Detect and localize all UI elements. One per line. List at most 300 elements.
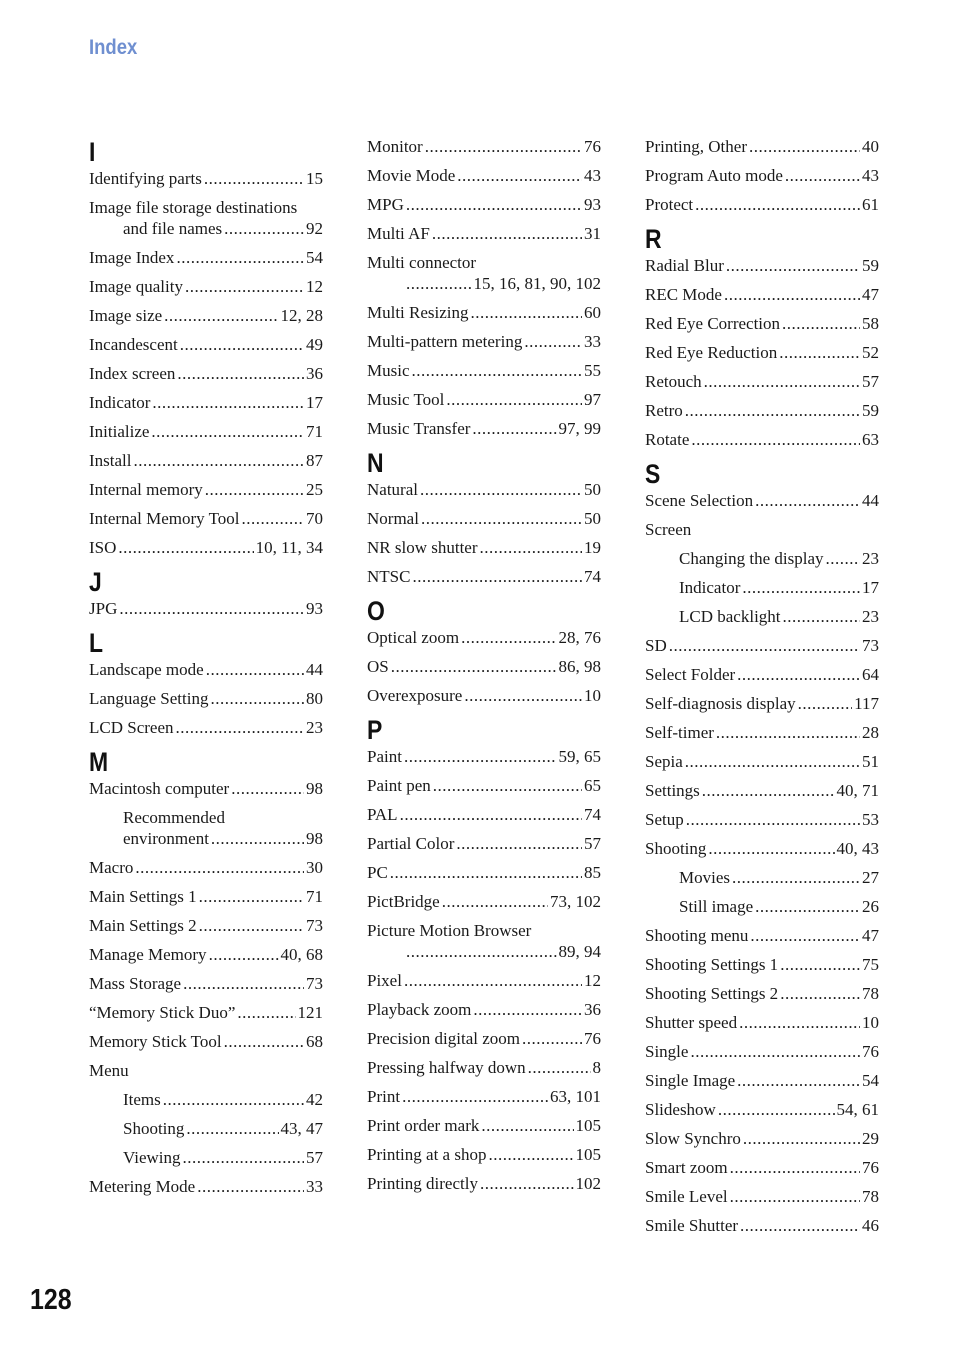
- entry-term: Playback zoom: [367, 1000, 472, 1019]
- index-entry: [367, 1057, 601, 1078]
- entry-pages: 10: [584, 686, 601, 705]
- leader-dots: [152, 392, 304, 413]
- entry-term: JPG: [89, 599, 118, 618]
- leader-dots: [183, 1147, 304, 1168]
- entry-pages: 117: [854, 694, 879, 713]
- entry-line: [367, 252, 601, 273]
- index-column-2: [367, 136, 601, 1202]
- entry-pages: 12: [306, 277, 323, 296]
- index-entry: [89, 305, 323, 326]
- entry-line: [645, 194, 879, 215]
- entry-line: [89, 1060, 323, 1081]
- entry-line: [645, 1070, 879, 1091]
- entry-term: Movie Mode: [367, 166, 456, 185]
- index-entry: [645, 751, 879, 772]
- leader-dots: [742, 577, 860, 598]
- index-entry: [89, 537, 323, 558]
- index-entry: [645, 1157, 879, 1178]
- leader-dots: [457, 165, 582, 186]
- entry-line: [367, 302, 601, 323]
- entry-line: [367, 1086, 601, 1107]
- entry-pages: 54, 61: [836, 1100, 879, 1119]
- leader-dots: [391, 656, 557, 677]
- index-entry: [645, 1215, 879, 1236]
- entry-pages: 23: [862, 549, 879, 568]
- entry-line: [645, 313, 879, 334]
- entry-pages: 33: [306, 1177, 323, 1196]
- entry-pages: 53: [862, 810, 879, 829]
- leader-dots: [412, 360, 583, 381]
- entry-line: [89, 479, 323, 500]
- entry-term: Radial Blur: [645, 256, 724, 275]
- entry-line: [89, 276, 323, 297]
- entry-term: Indicator: [89, 393, 151, 412]
- entry-term: Image file storage destinations: [89, 198, 298, 217]
- entry-line: [367, 775, 601, 796]
- entry-pages: 40, 43: [836, 839, 879, 858]
- leader-dots: [224, 1031, 304, 1052]
- index-entry: [367, 537, 601, 558]
- index-entry: [645, 635, 879, 656]
- leader-dots: [726, 255, 860, 276]
- index-section: [89, 566, 323, 619]
- leader-dots: [432, 223, 582, 244]
- index-entry: [89, 276, 323, 297]
- entry-term: Optical zoom: [367, 628, 460, 647]
- entry-pages: 73: [862, 636, 879, 655]
- leader-dots: [783, 606, 860, 627]
- index-entry: [367, 331, 601, 352]
- entry-pages: 73: [306, 916, 323, 935]
- entry-term-continued: and file names: [123, 219, 223, 238]
- entry-line: [645, 635, 879, 656]
- leader-dots: [704, 371, 860, 392]
- leader-dots: [730, 1157, 860, 1178]
- index-entry: [89, 1118, 323, 1139]
- entry-line: [89, 915, 323, 936]
- leader-dots: [718, 1099, 835, 1120]
- entry-term: ISO: [89, 538, 117, 557]
- entry-term: Internal memory: [89, 480, 203, 499]
- entry-pages: 10, 11, 34: [255, 538, 323, 557]
- entry-term: Items: [123, 1090, 161, 1109]
- entry-pages: 97: [584, 390, 601, 409]
- leader-dots: [404, 970, 582, 991]
- leader-dots: [183, 973, 304, 994]
- index-section: [89, 627, 323, 738]
- index-entry: [367, 804, 601, 825]
- leader-dots: [400, 804, 582, 825]
- entry-line: [367, 418, 601, 439]
- index-entry: [367, 970, 601, 991]
- leader-dots: [433, 775, 582, 796]
- entry-line: [367, 970, 601, 991]
- entry-pages: 105: [575, 1145, 601, 1164]
- index-entry: [89, 168, 323, 189]
- entry-pages: 63: [862, 430, 879, 449]
- entry-term: Slideshow: [645, 1100, 716, 1119]
- index-entry: [89, 421, 323, 442]
- section-letter: P: [367, 715, 383, 745]
- leader-dots: [737, 1070, 860, 1091]
- entry-pages: 23: [862, 607, 879, 626]
- entry-line: [645, 255, 879, 276]
- entry-term: Index screen: [89, 364, 176, 383]
- entry-pages: 86, 98: [558, 657, 601, 676]
- entry-pages: 59, 65: [558, 747, 601, 766]
- entry-pages: 87: [306, 451, 323, 470]
- entry-pages: 36: [584, 1000, 601, 1019]
- entry-term: Macintosh computer: [89, 779, 230, 798]
- leader-dots: [686, 809, 860, 830]
- entry-line: [645, 1186, 879, 1207]
- entry-line: [367, 223, 601, 244]
- entry-term: OS: [367, 657, 389, 676]
- entry-line: [645, 136, 879, 157]
- leader-dots: [119, 598, 304, 619]
- leader-dots: [204, 168, 304, 189]
- entry-term: PictBridge: [367, 892, 440, 911]
- entry-pages: 71: [306, 887, 323, 906]
- entry-line: [367, 331, 601, 352]
- index-entry: [89, 1176, 323, 1197]
- entry-pages: 15: [306, 169, 323, 188]
- index-entry: [645, 255, 879, 276]
- entry-line: [645, 400, 879, 421]
- entry-term: Retouch: [645, 372, 702, 391]
- entry-line: [89, 334, 323, 355]
- leader-dots: [780, 954, 860, 975]
- index-entry: [645, 194, 879, 215]
- entry-line: [645, 1128, 879, 1149]
- entry-pages: 58: [862, 314, 879, 333]
- leader-dots: [211, 828, 304, 849]
- entry-pages: 30: [306, 858, 323, 877]
- index-entry: [89, 508, 323, 529]
- index-entry: [367, 775, 601, 796]
- entry-pages: 61: [862, 195, 879, 214]
- index-entry: [89, 973, 323, 994]
- entry-term: Manage Memory: [89, 945, 207, 964]
- entry-line: [645, 342, 879, 363]
- leader-dots: [669, 635, 860, 656]
- entry-term: Language Setting: [89, 689, 209, 708]
- entry-pages: 40: [862, 137, 879, 156]
- leader-dots: [528, 1057, 591, 1078]
- index-entry: [367, 165, 601, 186]
- leader-dots: [691, 429, 860, 450]
- entry-pages: 49: [306, 335, 323, 354]
- leader-dots: [695, 194, 860, 215]
- entry-term: Screen: [645, 520, 692, 539]
- entry-line: [645, 809, 879, 830]
- leader-dots: [755, 490, 860, 511]
- entry-line: [367, 1173, 601, 1194]
- entry-line: [645, 838, 879, 859]
- entry-term: Red Eye Correction: [645, 314, 781, 333]
- entry-line: [89, 247, 323, 268]
- leader-dots: [134, 450, 305, 471]
- entry-term: Paint pen: [367, 776, 431, 795]
- entry-line: [645, 429, 879, 450]
- entry-line: [645, 490, 879, 511]
- leader-dots: [779, 342, 860, 363]
- leader-dots: [740, 1215, 860, 1236]
- index-section: [645, 458, 879, 1236]
- entry-term: Changing the display: [679, 549, 824, 568]
- index-entry: [645, 954, 879, 975]
- leader-dots: [464, 685, 582, 706]
- entry-line: [645, 867, 879, 888]
- section-letter: S: [645, 459, 661, 489]
- entry-pages: 46: [862, 1216, 879, 1235]
- entry-pages: 43: [862, 166, 879, 185]
- leader-dots: [199, 886, 304, 907]
- entry-pages: 57: [584, 834, 601, 853]
- entry-pages: 54: [862, 1071, 879, 1090]
- entry-term: Normal: [367, 509, 419, 528]
- entry-pages: 47: [862, 926, 879, 945]
- index-entry: [367, 1173, 601, 1194]
- leader-dots: [406, 194, 582, 215]
- entry-pages: 42: [306, 1090, 323, 1109]
- index-entry: [89, 363, 323, 384]
- entry-pages: 19: [584, 538, 601, 557]
- entry-term: Multi AF: [367, 224, 430, 243]
- entry-pages: 74: [584, 805, 601, 824]
- leader-dots: [206, 659, 304, 680]
- entry-term: Settings: [645, 781, 700, 800]
- entry-line: [89, 973, 323, 994]
- index-entry: [89, 392, 323, 413]
- entry-pages: 28, 76: [558, 628, 601, 647]
- entry-pages: 89, 94: [558, 942, 601, 961]
- entry-term: Shooting: [123, 1119, 185, 1138]
- entry-pages: 8: [592, 1058, 601, 1077]
- leader-dots: [825, 548, 860, 569]
- index-entry: [645, 664, 879, 685]
- entry-pages: 102: [575, 1174, 601, 1193]
- entry-term: Smart zoom: [645, 1158, 728, 1177]
- index-entry: [367, 627, 601, 648]
- entry-pages: 43, 47: [280, 1119, 323, 1138]
- index-entry: [89, 944, 323, 965]
- leader-dots: [471, 302, 582, 323]
- entry-line: [89, 537, 323, 558]
- entry-pages: 12, 28: [280, 306, 323, 325]
- index-entry: [367, 920, 601, 962]
- leader-dots: [197, 1176, 304, 1197]
- index-entry: [645, 1099, 879, 1120]
- leader-dots: [210, 688, 304, 709]
- entry-line: [367, 389, 601, 410]
- leader-dots: [461, 627, 556, 648]
- entry-line: [645, 548, 879, 569]
- entry-term: Internal Memory Tool: [89, 509, 240, 528]
- entry-term: PC: [367, 863, 388, 882]
- index-entry: [645, 1128, 879, 1149]
- leader-dots: [402, 1086, 548, 1107]
- entry-line: [89, 1031, 323, 1052]
- entry-line: [89, 508, 323, 529]
- leader-dots: [785, 165, 860, 186]
- entry-pages: 65: [584, 776, 601, 795]
- index-entry: [89, 1089, 323, 1110]
- entry-term: Program Auto mode: [645, 166, 783, 185]
- index-section: [367, 714, 601, 1194]
- entry-line: [89, 717, 323, 738]
- entry-term: Macro: [89, 858, 134, 877]
- entry-line: [367, 1028, 601, 1049]
- leader-dots: [480, 537, 583, 558]
- leader-dots: [743, 1128, 860, 1149]
- entry-pages: 17: [306, 393, 323, 412]
- leader-dots: [732, 867, 860, 888]
- entry-term: Movies: [679, 868, 730, 887]
- index-entry: [645, 896, 879, 917]
- index-entry: [645, 342, 879, 363]
- leader-dots: [782, 313, 860, 334]
- entry-term: Shooting Settings 2: [645, 984, 779, 1003]
- leader-dots: [708, 838, 834, 859]
- index-entry: [367, 1144, 601, 1165]
- entry-pages: 105: [575, 1116, 601, 1135]
- entry-term: Shooting menu: [645, 926, 749, 945]
- index-entry: [89, 334, 323, 355]
- entry-term: Self-timer: [645, 723, 714, 742]
- section-letter: N: [367, 448, 384, 478]
- entry-term: Slow Synchro: [645, 1129, 741, 1148]
- entry-pages: 27: [862, 868, 879, 887]
- index-entry: [645, 548, 879, 569]
- leader-dots: [690, 1041, 860, 1062]
- entry-term: Main Settings 1: [89, 887, 197, 906]
- entry-line: [89, 1176, 323, 1197]
- index-entry: [367, 685, 601, 706]
- leader-dots: [481, 1115, 573, 1136]
- entry-term: Partial Color: [367, 834, 455, 853]
- entry-line: [645, 1157, 879, 1178]
- index-entry: [89, 717, 323, 738]
- entry-term: NR slow shutter: [367, 538, 478, 557]
- leader-dots: [472, 418, 556, 439]
- entry-pages: 93: [584, 195, 601, 214]
- leader-dots: [406, 273, 472, 294]
- entry-line: [367, 1115, 601, 1136]
- entry-line: [89, 778, 323, 799]
- leader-dots: [480, 1173, 574, 1194]
- entry-line: [89, 168, 323, 189]
- leader-dots: [737, 664, 860, 685]
- index-entry: [367, 1086, 601, 1107]
- index-entry: [645, 284, 879, 305]
- index-entry: [645, 519, 879, 540]
- entry-line: [89, 1002, 323, 1023]
- index-entry: [645, 490, 879, 511]
- leader-dots: [237, 1002, 295, 1023]
- entry-pages: 63, 101: [550, 1087, 601, 1106]
- entry-pages: 40, 71: [836, 781, 879, 800]
- index-entry: [367, 302, 601, 323]
- section-letter: J: [89, 567, 102, 597]
- index-entry: [367, 194, 601, 215]
- index-entry: [89, 886, 323, 907]
- index-entry: [367, 1028, 601, 1049]
- index-entry: [367, 891, 601, 912]
- entry-line: [645, 1215, 879, 1236]
- entry-pages: 64: [862, 665, 879, 684]
- leader-dots: [750, 925, 860, 946]
- entry-line: [645, 519, 879, 540]
- entry-pages: 25: [306, 480, 323, 499]
- leader-dots: [164, 305, 278, 326]
- entry-term: Indicator: [679, 578, 741, 597]
- index-entry: [367, 999, 601, 1020]
- entry-pages: 78: [862, 1187, 879, 1206]
- index-section: [89, 136, 323, 558]
- entry-line: [367, 999, 601, 1020]
- entry-pages: 70: [306, 509, 323, 528]
- index-section: [645, 223, 879, 450]
- entry-line: [645, 925, 879, 946]
- leader-dots: [749, 136, 860, 157]
- entry-term: Single Image: [645, 1071, 736, 1090]
- index-entry: [367, 833, 601, 854]
- index-entry: [367, 1115, 601, 1136]
- entry-pages: 71: [306, 422, 323, 441]
- entry-line: [645, 954, 879, 975]
- entry-term: Select Folder: [645, 665, 736, 684]
- entry-line: [645, 1041, 879, 1062]
- entry-pages: 92: [306, 219, 323, 238]
- entry-term: Mass Storage: [89, 974, 182, 993]
- entry-pages: 57: [862, 372, 879, 391]
- entry-line: [367, 566, 601, 587]
- leader-dots: [199, 915, 304, 936]
- entry-line: [89, 598, 323, 619]
- leader-dots: [730, 1186, 860, 1207]
- leader-dots: [685, 751, 860, 772]
- index-entry: [645, 1041, 879, 1062]
- entry-pages: 73, 102: [550, 892, 601, 911]
- leader-dots: [442, 891, 548, 912]
- entry-line: [645, 751, 879, 772]
- entry-term: Image quality: [89, 277, 183, 296]
- entry-pages: 44: [862, 491, 879, 510]
- entry-term: Single: [645, 1042, 689, 1061]
- entry-line: [645, 664, 879, 685]
- entry-term: Sepia: [645, 752, 683, 771]
- index-entry: [645, 780, 879, 801]
- entry-pages: 52: [862, 343, 879, 362]
- entry-line: [367, 165, 601, 186]
- entry-pages: 55: [584, 361, 601, 380]
- index-entry: [367, 862, 601, 883]
- index-entry: [367, 566, 601, 587]
- leader-dots: [716, 722, 860, 743]
- entry-pages: 50: [584, 480, 601, 499]
- entry-line: [89, 828, 323, 849]
- entry-pages: 85: [584, 863, 601, 882]
- leader-dots: [522, 1028, 582, 1049]
- entry-term: Shooting Settings 1: [645, 955, 779, 974]
- entry-term: Print order mark: [367, 1116, 480, 1135]
- leader-dots: [406, 941, 557, 962]
- entry-term: Monitor: [367, 137, 423, 156]
- leader-dots: [702, 780, 835, 801]
- entry-line: [367, 273, 601, 294]
- entry-term: Printing, Other: [645, 137, 747, 156]
